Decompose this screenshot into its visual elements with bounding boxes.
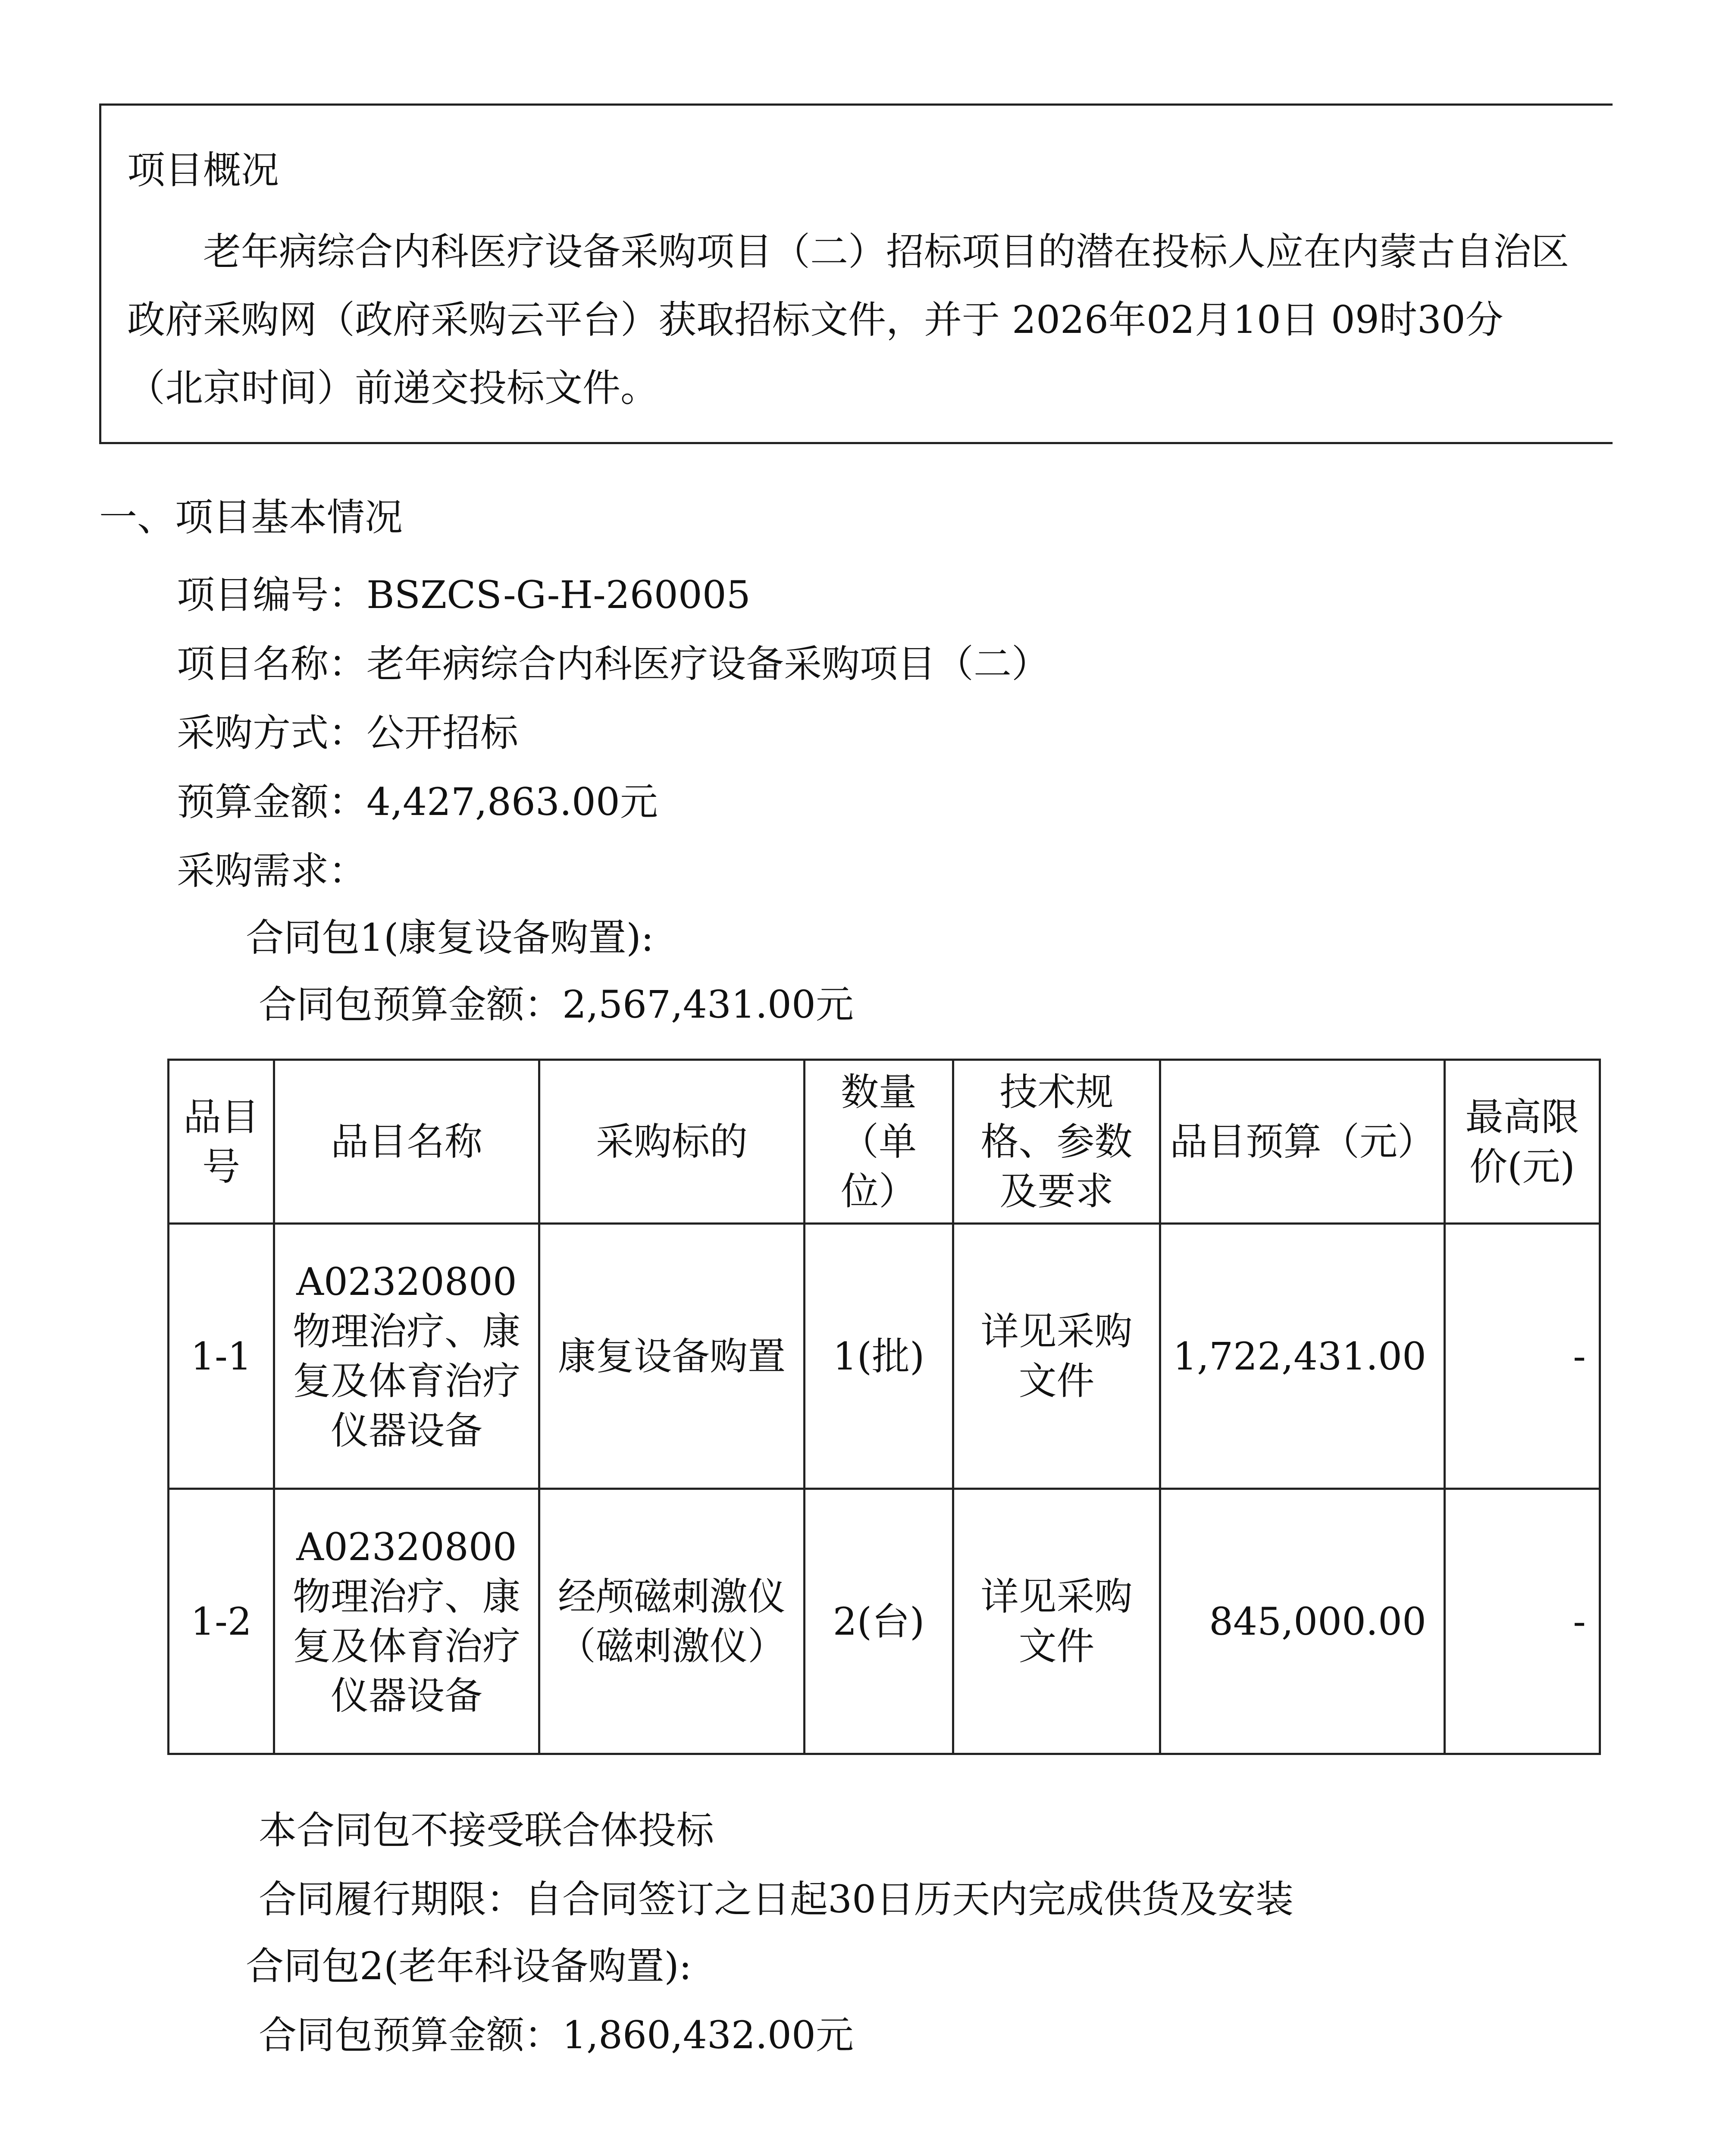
project-overview-box: [99, 103, 1613, 444]
cell-max-price: -: [1445, 1224, 1600, 1489]
cell-specs: 详见采购文件: [953, 1224, 1160, 1489]
package2-title: 合同包2(老年科设备购置):: [246, 1944, 692, 1988]
cell-target: 康复设备购置: [539, 1224, 805, 1489]
procurement-requirements: 采购需求：: [177, 849, 367, 893]
cell-item-name: A02320800物理治疗、康复及体育治疗仪器设备: [274, 1489, 539, 1754]
section-heading: 一、项目基本情况: [99, 495, 403, 539]
cell-item-no: 1-2: [169, 1489, 274, 1754]
consortium-note: 本合同包不接受联合体投标: [259, 1808, 714, 1852]
cell-specs: 详见采购文件: [953, 1489, 1160, 1754]
header-item-name: 品目名称: [274, 1060, 539, 1224]
project-name: 项目名称：老年病综合内科医疗设备采购项目（二）: [177, 642, 1050, 686]
overview-body: 老年病综合内科医疗设备采购项目（二）招标项目的潜在投标人应在内蒙古自治区政府采购网（政府采购云平台）获取招标文件，并于 2026年02月10日 09时30分 （北京时间）前递交投标文件。: [127, 229, 1569, 410]
package1-budget: 合同包预算金额：2,567,431.00元: [259, 982, 854, 1027]
items-table: [167, 1059, 1601, 1755]
cell-max-price: -: [1445, 1489, 1600, 1754]
cell-item-name: A02320800物理治疗、康复及体育治疗仪器设备: [274, 1224, 539, 1489]
cell-item-budget: 845,000.00: [1160, 1489, 1445, 1754]
package1-title: 合同包1(康复设备购置):: [246, 915, 654, 960]
overview-title: 项目概况: [127, 148, 279, 192]
cell-quantity: 1(批): [805, 1224, 953, 1489]
header-target: 采购标的: [539, 1060, 805, 1224]
project-number: 项目编号：BSZCS-G-H-260005: [177, 573, 751, 617]
cell-item-budget: 1,722,431.00: [1160, 1224, 1445, 1489]
header-max-price: 最高限价(元): [1445, 1060, 1600, 1224]
cell-quantity: 2(台): [805, 1489, 953, 1754]
header-specs: 技术规格、参数及要求: [953, 1060, 1160, 1224]
header-item-no: 品目号: [169, 1060, 274, 1224]
cell-target: 经颅磁刺激仪（磁刺激仪）: [539, 1489, 805, 1754]
table-row: [169, 1224, 1600, 1489]
cell-item-no: 1-1: [169, 1224, 274, 1489]
header-item-budget: 品目预算（元）: [1160, 1060, 1445, 1224]
table-header-row: [169, 1060, 1600, 1224]
table-row: [169, 1489, 1600, 1754]
package2-budget: 合同包预算金额：1,860,432.00元: [259, 2013, 854, 2057]
procurement-method: 采购方式：公开招标: [177, 711, 519, 755]
budget-amount: 预算金额：4,427,863.00元: [177, 780, 658, 824]
contract-period: 合同履行期限：自合同签订之日起30日历天内完成供货及安装: [259, 1877, 1293, 1921]
header-quantity: 数量（单位）: [805, 1060, 953, 1224]
